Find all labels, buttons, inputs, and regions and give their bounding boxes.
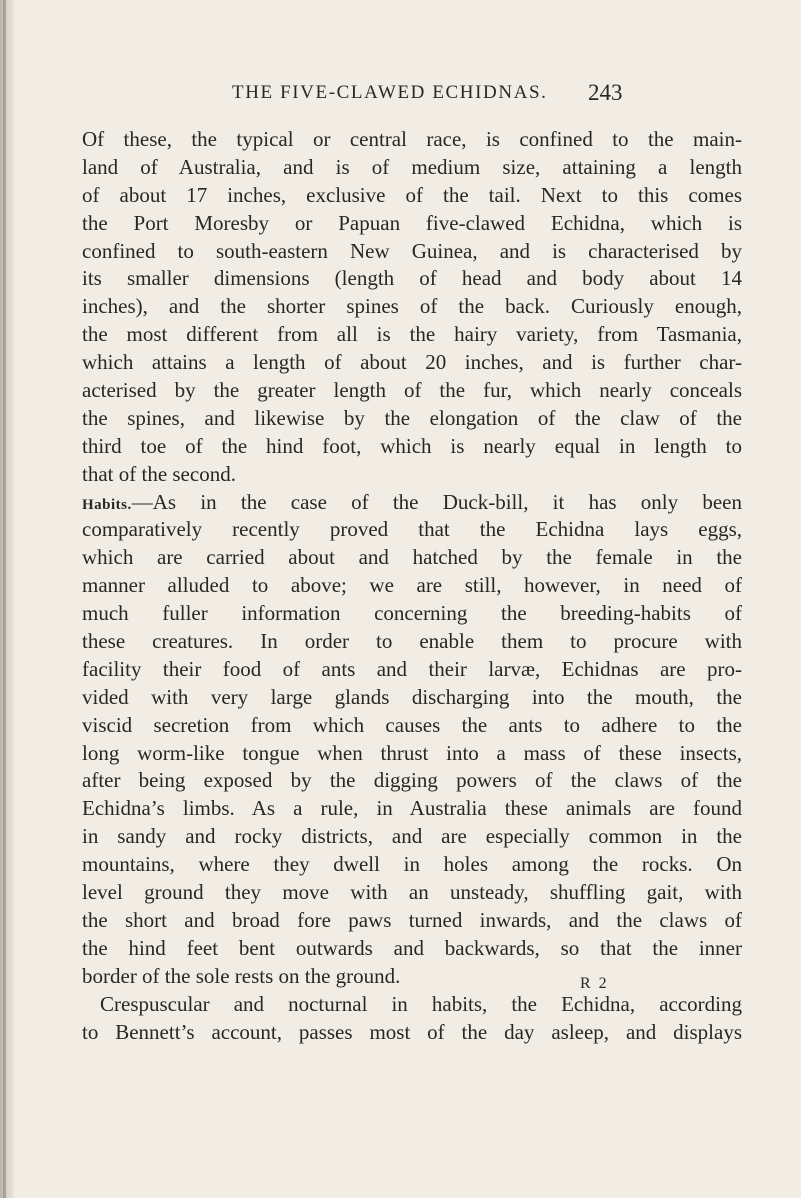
habits-first-line bbox=[82, 489, 742, 517]
page-number: 243 bbox=[588, 80, 623, 105]
running-head bbox=[0, 78, 801, 108]
body-text bbox=[82, 126, 742, 1046]
text-line: land of Australia, and is of medium size, attaining a length bbox=[82, 154, 742, 179]
text-line: of about 17 inches, exclusive of the tail. Next to this comes bbox=[82, 182, 742, 207]
text-line: mountains, where they dwell in holes among the rocks. On bbox=[82, 852, 742, 877]
text-line: —As in the case of the Duck-bill, it has only been bbox=[131, 489, 742, 514]
signature-mark: R 2 bbox=[580, 975, 609, 992]
habits-side-heading: Habits. bbox=[82, 496, 132, 513]
text-line: which are carried about and hatched by the female in the bbox=[82, 545, 742, 570]
text-line: border of the sole rests on the ground. bbox=[82, 963, 401, 988]
text-line: Crespuscular and nocturnal in habits, the Echidna, according bbox=[100, 991, 742, 1016]
text-line: acterised by the greater length of the fur, which nearly conceals bbox=[82, 378, 742, 403]
binding-gutter bbox=[0, 0, 14, 1198]
text-line: the hind feet bent outwards and backwards, so that the inner bbox=[82, 935, 742, 960]
text-line: which attains a length of about 20 inches, and is further char- bbox=[82, 350, 742, 375]
text-line: viscid secretion from which causes the ants to adhere to the bbox=[82, 712, 742, 737]
text-line: level ground they move with an unsteady, shuffling gait, with bbox=[82, 880, 742, 905]
text-line: that of the second. bbox=[82, 461, 236, 486]
text-line: vided with very large glands discharging into the mouth, the bbox=[82, 684, 742, 709]
text-line: the short and broad fore paws turned inwards, and the claws of bbox=[82, 907, 742, 932]
text-line: manner alluded to above; we are still, however, in need of bbox=[82, 573, 742, 598]
text-line: to Bennett’s account, passes most of the day asleep, and displays bbox=[82, 1019, 742, 1044]
text-line: these creatures. In order to enable them to procure with bbox=[82, 629, 742, 654]
text-line: the Port Moresby or Papuan five-clawed Echidna, which is bbox=[82, 210, 742, 235]
text-line: confined to south-eastern New Guinea, and is characterised by bbox=[82, 238, 742, 263]
text-line: the most different from all is the hairy variety, from Tasmania, bbox=[82, 322, 742, 347]
text-line: in sandy and rocky districts, and are especially common in the bbox=[82, 824, 742, 849]
running-title: THE FIVE-CLAWED ECHIDNAS. bbox=[232, 82, 548, 103]
text-line: inches), and the shorter spines of the back. Curiously enough, bbox=[82, 294, 742, 319]
text-line: comparatively recently proved that the Echidna lays eggs, bbox=[82, 517, 742, 542]
text-line: facility their food of ants and their larvæ, Echidnas are pro- bbox=[82, 656, 742, 681]
text-line: Of these, the typical or central race, is confined to the main- bbox=[82, 127, 742, 151]
text-line: much fuller information concerning the breeding-habits of bbox=[82, 601, 742, 626]
text-line: third toe of the hind foot, which is nearly equal in length to bbox=[82, 433, 742, 458]
text-line: its smaller dimensions (length of head and body about 14 bbox=[82, 266, 742, 291]
binding-shadow-line bbox=[3, 0, 6, 1198]
text-line: the spines, and likewise by the elongation of the claw of the bbox=[82, 405, 742, 430]
text-line: after being exposed by the digging powers of the claws of the bbox=[82, 768, 742, 793]
text-line: long worm-like tongue when thrust into a mass of these insects, bbox=[82, 740, 742, 765]
text-line: Echidna’s limbs. As a rule, in Australia these animals are found bbox=[82, 796, 742, 821]
